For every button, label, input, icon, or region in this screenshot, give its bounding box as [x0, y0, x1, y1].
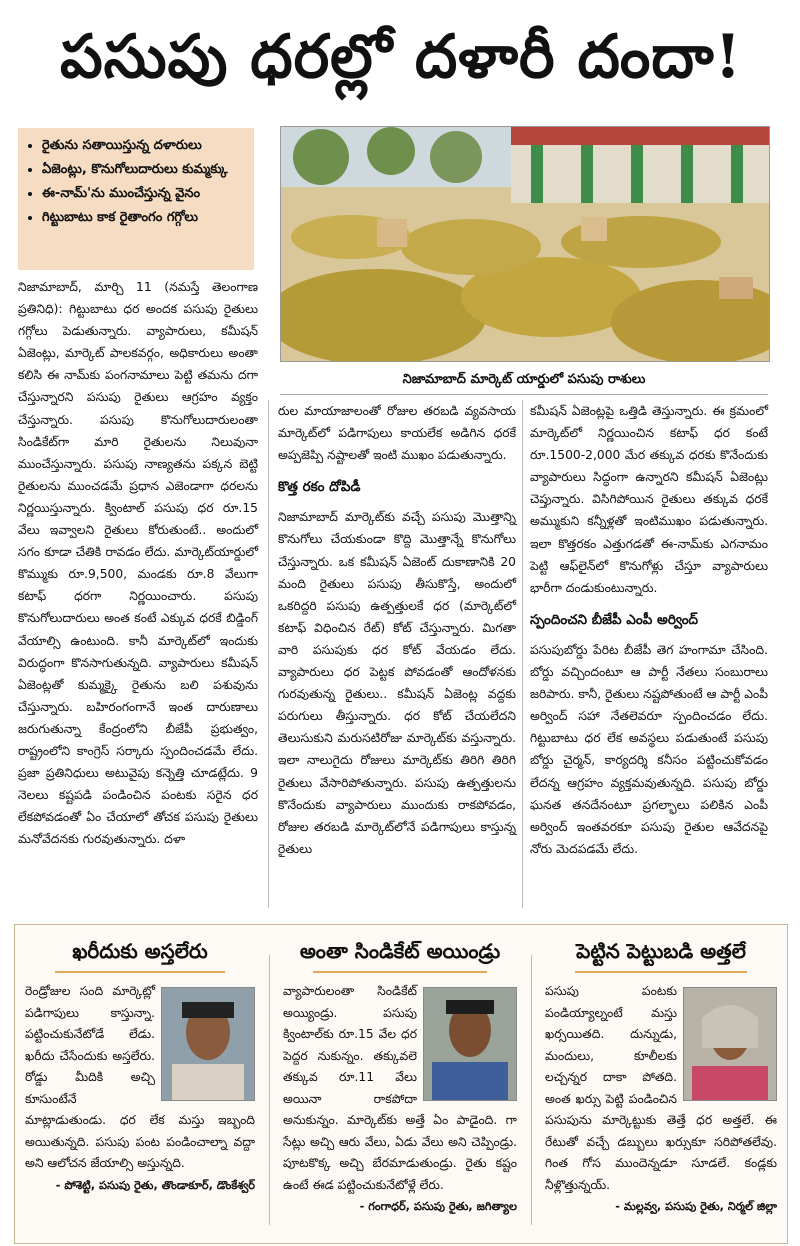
article-paragraph: నిజామాబాద్ మార్కెట్‌కు వచ్చే పసుపు మొత్తాన్ని కొనుగోలు చేయకుండా కొద్ది మొత్తాన్నే కొనుగోలు చేస్తున్నారు. ఒక కమీషన్ ఏజెంట్ దుకాణానికి 20 మంది రైతులు పసుపు తీసుకొస్తే, అందులో ఒకరిద్దరి పసుపు ఉత్పత్తులకే ధర (మార్కెట్‌లో కటాఫ్ విధించిన రేట్) కోట్ చేస్తున్నారు. మిగతా వారి పసుపుకు ధర కోట్ వేయడం లేదు. వ్యాపారులు ధర పెట్టక పోవడంతో ఆందోళనకు గురవుతున్న రైతులు.. కమీషన్ ఏజెంట్ల వద్దకు పరుగులు తీస్తున్నారు. ధర కోట్ చేయలేదని తెలుసుకుని మరుసటిరోజు మార్కెట్‌కు వస్తున్నారు. ఇలా నాలుగైదు రోజులు మార్కెట్‌కు తిరిగి తిరిగి రైతులు వేసారిపోతున్నారు. పసుపు ఉత్పత్తులను కొనేందుకు వ్యాపారులు ముందుకు రాకపోవడం, రోజుల తరబడి మార్కెట్‌లోనే పడిగాపులు కాస్తున్న రైతులు [278, 510, 516, 856]
farmer-quote [283, 931, 517, 1231]
column-divider [268, 400, 269, 908]
quote-title: ఖరీదుకు అస్తలేరు [72, 939, 208, 963]
farmer-quote [25, 931, 255, 1231]
highlights-box [18, 128, 254, 270]
article-paragraph: నిజామాబాద్, మార్చి 11 (నమస్తే తెలంగాణ ప్రతినిధి): గిట్టుబాటు ధర అందక పసుపు రైతులు గగ్గోలు పెడుతున్నారు. వ్యాపారులు, కమీషన్ ఏజెంట్లు, మార్కెట్ పాలకవర్గం, అధికారులు అంతా కలిసి ఈ నామ్‌కు పంగనామాలు పెట్టి తమను దగా చేస్తున్నారని పసుపు రైతులు ఆగ్రహం వ్యక్తం చేస్తున్నారు. పసుపు కొనుగోలుదారులంతా సిండికేట్‌గా మారి రైతులను నిలువునా ముంచేస్తున్నారు. పసుపు నాణ్యతను పక్కన బెట్టి రైతులను ముంచడమే ప్రధాన ఎజెండాగా ధరలను నిర్ణయిస్తున్నారు. క్వింటాల్ పసుపు ధర రూ.15 వేలు ఇవ్వాలని రైతులు కోరుతుంటే.. అందులో సగం కూడా చేతికి రావడం లేదు. మార్కెట్‌యార్డులో కొమ్ముకు రూ.9,500, మండకు రూ.8 వేలుగా కటాఫ్ ధరగా నిర్ణయించారు. పసుపు కొనుగోలుదారులు అంత కంటే ఎక్కువ ధరకే బిడ్డింగ్ వేయాల్సి ఉంటుంది. కానీ మార్కెట్‌లో ఇందుకు విరుద్ధంగా కొనసాగుతున్నది. వ్యాపారులు కమీషన్ ఏజెంట్లతో కుమ్మక్కై రైతును బలి పశువును చేస్తున్నారు. బహిరంగంగానే ఇంత దారుణాలు జరుగుతున్నా కేంద్రంలోని బీజేపీ ప్రభుత్వం, రాష్ట్రంలోని కాంగ్రెస్ సర్కారు స్పందించడమే లేదు. ప్రజా ప్రతినిధులు అటువైపు కన్నెత్తి చూడట్లేదు. 9 నెలలు కష్టపడి పండించిన పంటకు సరైన ధర లేకపోవడంతో ఏం చేయాలో తోచక పసుపు రైతులు మనోవేదనకు గురవుతున్నారు. దళా [18, 280, 258, 847]
article-column-3 [530, 400, 768, 860]
article-column-1 [18, 276, 258, 850]
subheading-mp-arvind: స్పందించని బీజేపీ ఎంపీ అర్వింద్ [530, 611, 699, 628]
quote-text: పసుపు పంటకు పండియ్యాల్నంటే మస్తు ఖర్సయితది. దున్నుడు, మందులు, కూలీలకు లచ్చన్నర దాకా పోతది. అంత ఖర్సు పెట్టి పండించిన పసుపును మార్కెట్టుకు తెత్తే ధర అత్తలే. ఈ రేటుతో వచ్చే డబ్బులు ఖర్సుకూ సరిపోతలేవు. గింత గోస ముందెన్నడూ సూడలే. కండ్లకు నీళ్లొత్తున్నయ్. [545, 984, 777, 1192]
turmeric-market-photo [280, 126, 770, 362]
farmer-portrait [161, 987, 255, 1101]
quote-signature: - గంగాధర్, పసుపు రైతు, జగిత్యాల [359, 1200, 517, 1213]
subheading-new-exploitation: కొత్త రకం దోపిడీ [278, 479, 361, 496]
article-paragraph: కమీషన్ ఏజెంట్లపై ఒత్తిడి తెస్తున్నారు. ఈ క్రమంలో మార్కెట్‌లో నిర్ణయించిన కటాఫ్ ధర కంటే రూ.1500-2,000 మేర తక్కువ ధరకు కొనేందుకు వ్యాపారులు సిద్ధంగా ఉన్నారని కమీషన్ ఏజెంట్లు చెప్తున్నారు. విసిగిపోయిన రైతులు తక్కువ ధరకే అమ్ముకుని కన్నీళ్లతో ఇంటిముఖం పడుతున్నారు. ఇలా కొత్తరకం ఎత్తుగడతో ఈ-నామ్‌కు ఎగనామం పెట్టి ఆఫ్‌లైన్‌లో కొనుగోళ్లు చేస్తూ వ్యాపారులు భారీగా దండుకుంటున్నారు. [530, 404, 768, 595]
article-paragraph: రుల మాయాజాలంతో రోజుల తరబడి వ్యవసాయ మార్కెట్‌లో పడిగాపులు కాయలేక అడిగిన ధరకే అప్పజెప్పి నష్టాలతో ఇంటి ముఖం పడుతున్నారు. [278, 404, 516, 463]
headline: పసుపు ధరల్లో దళారీ దందా! [59, 22, 743, 92]
column-divider [522, 400, 523, 908]
quote-signature: - మల్లవ్వ, పసుపు రైతు, నిర్మల్ జిల్లా [615, 1200, 777, 1213]
quote-divider [531, 955, 532, 1225]
highlight-item: • రైతును సతాయిస్తున్న దళారులు [42, 136, 246, 156]
quote-title: అంతా సిండికేట్ అయిండ్రు [299, 939, 501, 963]
title-underline [575, 971, 747, 973]
quote-text: వ్యాపారులంతా సిండికేట్ అయ్యిండ్రు. పసుపు క్వింటాల్‌కు రూ.15 వేల ధర పెద్దర నుకున్నం. తక్కువలె తక్కువ రూ.11 వేలు అయినా రాకపోదా అనుకున్నం. మార్కెట్‌కు అత్తే ఏం పాడైంది. గా సేట్లు అచ్చి ఆరు వేలు, ఏడు వేలు అని చెప్పిండ్రు. పూటకొక్క అచ్చి బేరమాడుతుండ్రు. రైతు కష్టం ఉంటే ఈడ పట్టించుకునేటోళ్లే లేరు. [283, 984, 517, 1192]
farmer-portrait [683, 987, 777, 1101]
farmer-quote [545, 931, 777, 1231]
farmer-quotes-box [14, 924, 788, 1244]
quote-signature: - పోశెట్టి, పసుపు రైతు, తొండాకూర్, డొంకేశ్వర్ [55, 1178, 255, 1192]
title-underline [313, 971, 487, 973]
quote-divider [269, 955, 270, 1225]
highlight-item: • గిట్టుబాటు కాక రైతాంగం గగ్గోలు [42, 208, 246, 228]
quote-text: రెండ్రోజుల సంది మార్కెట్లో పడిగాపులు కాస్తున్నా. పట్టించుకునేటోడే లేడు. ఖరీదు చేసేందుకు అస్తలేరు. రోడ్డు మీదికి అచ్చి కూసుంటేనే మాట్లాడుతుండు. ధర లేక మస్తు ఇబ్బంది అయితున్నది. పసుపు పంట పండించాల్నా వద్దా అని ఆలోచన జేయాల్సి అస్తున్నది. [25, 984, 255, 1170]
article-column-2 [278, 400, 516, 860]
article-paragraph: పసుపుబోర్డు పేరిట బీజేపీ తెగ హంగామా చేసింది. బోర్డు వచ్చిందంటూ ఆ పార్టీ నేతలు సంబురాలు జరిపారు. కానీ, రైతులు నష్టపోతుంటే ఆ పార్టీ ఎంపీ అర్వింద్ సహా నేతలెవరూ స్పందించడం లేదు. గిట్టుబాటు ధర లేక అవస్థలు పడుతుంటే పసుపు బోర్డు చైర్మన్, కార్యదర్శి కనీసం పట్టించుకోవడం లేదన్న ఆగ్రహం వ్యక్తమవుతున్నది. పసుపు బోర్డు ఘనత తనదేనంటూ ప్రగల్భాలు పలికిన ఎంపీ అర్వింద్ ఇంతవరకూ పసుపు రైతుల ఆవేదనపై నోరు మెదపడమే లేదు. [530, 642, 768, 856]
highlight-item: • ఏజెంట్లు, కొనుగోలుదారులు కుమ్మక్కు [42, 160, 246, 180]
quote-title: పెట్టిన పెట్టుబడి అత్తలే [576, 939, 746, 963]
title-underline [55, 971, 225, 973]
photo-caption: నిజామాబాద్ మార్కెట్ యార్డులో పసుపు రాశులు [280, 366, 768, 395]
highlight-item: • ఈ-నామ్‌'ను ముంచేస్తున్న వైనం [42, 184, 246, 204]
turmeric-heaps-image [281, 127, 769, 361]
farmer-portrait [423, 987, 517, 1101]
